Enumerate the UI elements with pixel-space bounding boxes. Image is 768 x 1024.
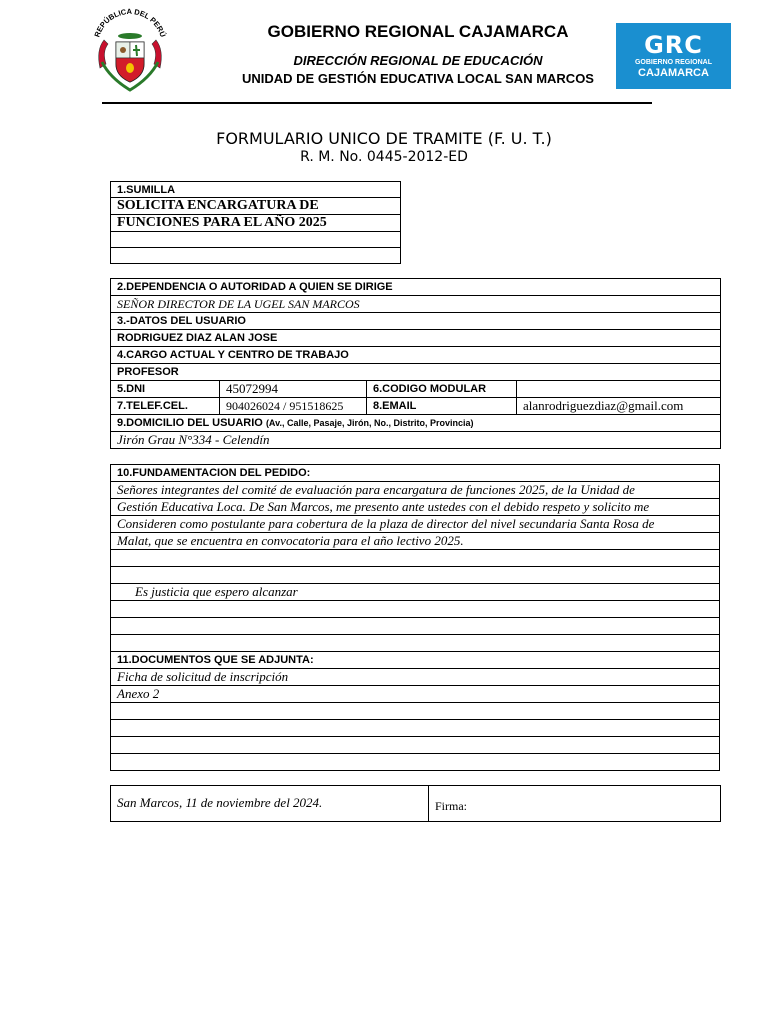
domicilio-label-cell	[111, 415, 721, 432]
sumilla-blank-row	[111, 248, 401, 264]
fundamentacion-blank-row	[111, 567, 720, 584]
documentos-blank-row	[111, 754, 720, 771]
telefono-label: 7.TELEF.CEL.	[111, 398, 220, 415]
grc-logo-acronym: GRC	[644, 31, 703, 59]
fundamentacion-line: Malat, que se encuentra en convocatoria para el año lectivo 2025.	[111, 533, 720, 550]
place-date: San Marcos, 11 de noviembre del 2024.	[111, 786, 429, 822]
usuario-label: 3.-DATOS DEL USUARIO	[111, 313, 721, 330]
sumilla-blank-row	[111, 232, 401, 248]
documentos-label: 11.DOCUMENTOS QUE SE ADJUNTA:	[111, 652, 720, 669]
header-subtitle-direccion: DIRECCIÓN REGIONAL DE EDUCACIÓN	[293, 53, 543, 68]
documentos-item: Ficha de solicitud de inscripción	[111, 669, 720, 686]
dni-label: 5.DNI	[111, 381, 220, 398]
datos-table	[110, 278, 721, 449]
codigo-modular-value	[517, 381, 721, 398]
grc-logo	[616, 23, 731, 89]
fundamentacion-closing: Es justicia que espero alcanzar	[111, 584, 720, 601]
cargo-value: PROFESOR	[111, 364, 721, 381]
fundamentacion-blank-row	[111, 635, 720, 652]
form-resolution: R. M. No. 0445-2012-ED	[300, 149, 468, 165]
telefono-value: 904026024 / 951518625	[220, 398, 367, 415]
domicilio-value: Jirón Grau N°334 - Celendín	[111, 432, 721, 449]
sumilla-label: 1.SUMILLA	[111, 182, 401, 198]
fundamentacion-line: Consideren como postulante para cobertura de la plaza de director del nivel secundaria Santa Rosa de	[111, 516, 720, 533]
fundamentacion-line: Señores integrantes del comité de evaluación para encargatura de funciones 2025, de la Unidad de	[111, 482, 720, 499]
grc-logo-line2: CAJAMARCA	[638, 67, 709, 79]
documentos-blank-row	[111, 703, 720, 720]
crest-text: REPÚBLICA DEL PERÚ	[92, 6, 168, 39]
fundamentacion-line: Gestión Educativa Loca. De San Marcos, me presento ante ustedes con el debido respeto y solicito me	[111, 499, 720, 516]
fundamentacion-label: 10.FUNDAMENTACION DEL PEDIDO:	[111, 465, 720, 482]
cargo-label: 4.CARGO ACTUAL Y CENTRO DE TRABAJO	[111, 347, 721, 364]
header-subtitle-unidad: UNIDAD DE GESTIÓN EDUCATIVA LOCAL SAN MARCOS	[242, 71, 594, 86]
header-title: GOBIERNO REGIONAL CAJAMARCA	[267, 22, 569, 41]
email-value: alanrodriguezdiaz@gmail.com	[517, 398, 721, 415]
sumilla-line-1: SOLICITA ENCARGATURA DE	[111, 198, 401, 215]
header-divider	[102, 102, 652, 104]
email-label: 8.EMAIL	[367, 398, 517, 415]
codigo-modular-label: 6.CODIGO MODULAR	[367, 381, 517, 398]
dependencia-label: 2.DEPENDENCIA O AUTORIDAD A QUIEN SE DIRIGE	[111, 279, 721, 296]
domicilio-label: 9.DOMICILIO DEL USUARIO	[117, 417, 263, 429]
fundamentacion-blank-row	[111, 618, 720, 635]
peru-coat-of-arms-logo	[90, 6, 170, 98]
fundamentacion-blank-row	[111, 601, 720, 618]
sumilla-table	[110, 181, 401, 264]
form-title: FORMULARIO UNICO DE TRAMITE (F. U. T.)	[216, 129, 552, 148]
dependencia-value: SEÑOR DIRECTOR DE LA UGEL SAN MARCOS	[111, 296, 721, 313]
fundamentacion-table	[110, 464, 720, 771]
firma-table	[110, 785, 721, 822]
usuario-value: RODRIGUEZ DIAZ ALAN JOSE	[111, 330, 721, 347]
dni-value: 45072994	[220, 381, 367, 398]
fundamentacion-blank-row	[111, 550, 720, 567]
documentos-blank-row	[111, 720, 720, 737]
documentos-item: Anexo 2	[111, 686, 720, 703]
documentos-blank-row	[111, 737, 720, 754]
firma-label: Firma:	[429, 786, 721, 822]
sumilla-line-2: FUNCIONES PARA EL AÑO 2025	[111, 215, 401, 232]
domicilio-hint: (Av., Calle, Pasaje, Jirón, No., Distrito, Provincia)	[265, 418, 474, 428]
grc-logo-line1: GOBIERNO REGIONAL	[634, 59, 712, 66]
